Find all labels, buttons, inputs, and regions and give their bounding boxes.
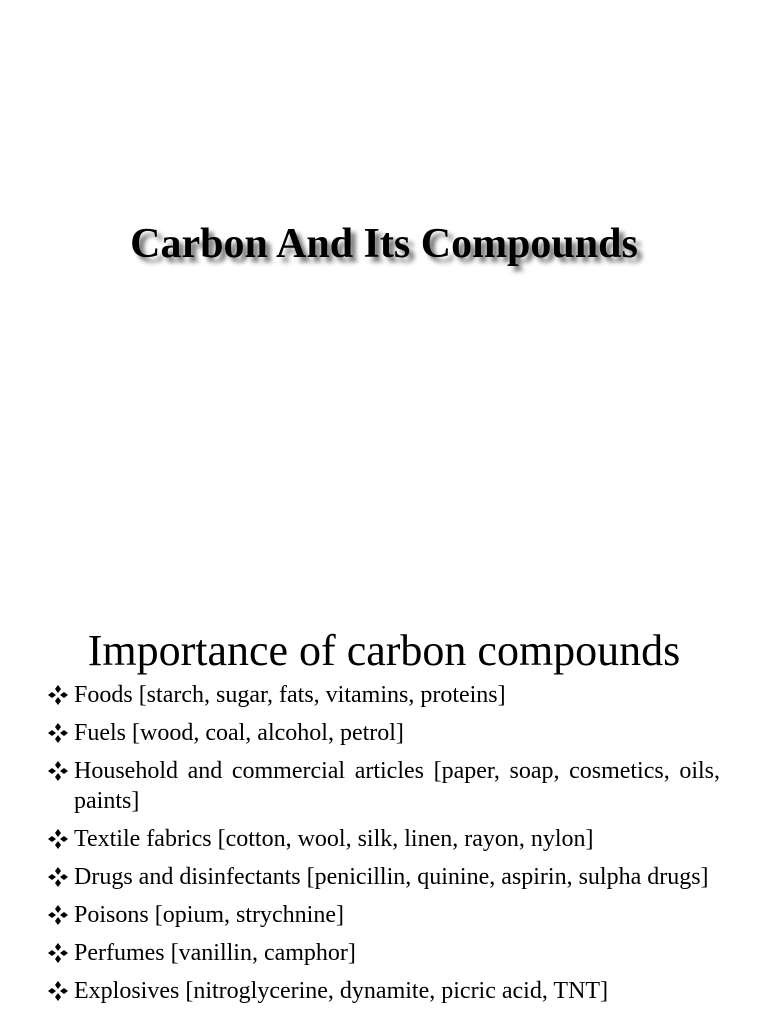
bullet-item	[48, 938, 720, 968]
bullet-item	[48, 862, 720, 892]
bullet-list	[48, 680, 720, 1014]
bullet-text: Household and commercial articles [paper, soap, cosmetics, oils, paints]	[74, 758, 720, 814]
four-diamond-bullet-icon	[48, 938, 74, 968]
bullet-item	[48, 824, 720, 854]
bullet-text: Foods [starch, sugar, fats, vitamins, proteins]	[74, 682, 506, 708]
bullet-item	[48, 718, 720, 748]
bullet-text: Drugs and disinfectants [penicillin, quinine, aspirin, sulpha drugs]	[74, 864, 709, 890]
bullet-text: Poisons [opium, strychnine]	[74, 902, 344, 928]
bullet-text: Perfumes [vanillin, camphor]	[74, 940, 356, 966]
content-slide	[0, 576, 768, 1024]
four-diamond-bullet-icon	[48, 862, 74, 892]
slide-title: Carbon And Its Compounds	[130, 221, 638, 267]
four-diamond-bullet-icon	[48, 756, 74, 786]
bullet-item	[48, 756, 720, 816]
four-diamond-bullet-icon	[48, 680, 74, 710]
four-diamond-bullet-icon	[48, 976, 74, 1006]
bullet-item	[48, 976, 720, 1006]
four-diamond-bullet-icon	[48, 900, 74, 930]
bullet-text: Fuels [wood, coal, alcohol, petrol]	[74, 720, 404, 746]
bullet-text: Explosives [nitroglycerine, dynamite, picric acid, TNT]	[74, 978, 609, 1004]
four-diamond-bullet-icon	[48, 718, 74, 748]
slide-heading: Importance of carbon compounds	[87, 626, 681, 675]
bullet-item	[48, 680, 720, 710]
four-diamond-bullet-icon	[48, 824, 74, 854]
bullet-text: Textile fabrics [cotton, wool, silk, linen, rayon, nylon]	[74, 826, 594, 852]
bullet-item	[48, 900, 720, 930]
